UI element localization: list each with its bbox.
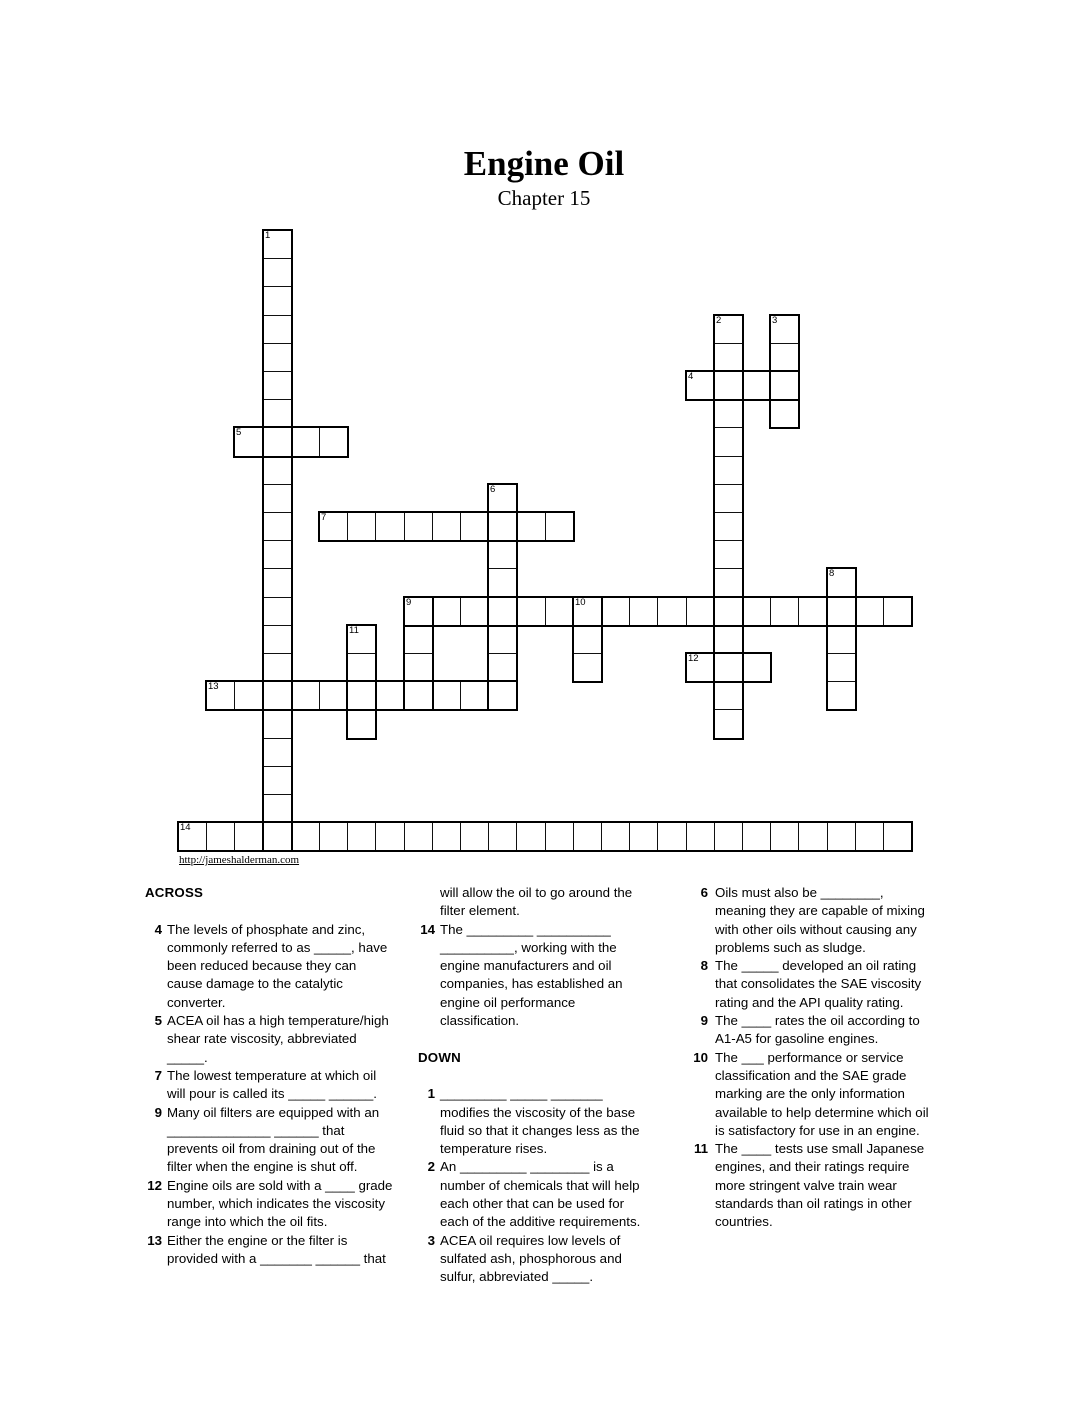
clue-number: 6 [700,885,708,900]
grid-cell[interactable] [347,625,376,654]
grid-cell[interactable] [714,625,743,654]
grid-cell[interactable] [545,597,574,626]
clue-text: Either the engine or the filter is provided with a _______ ______ that [167,1232,386,1266]
cell-number: 14 [180,822,191,833]
grid-cell[interactable] [714,597,743,626]
grid-cell[interactable] [375,822,405,851]
clue-number: 9 [700,1013,708,1029]
clue-item-5 [145,1012,393,1067]
clue-text: The _________ __________ __________, working with the engine manufacturers and oil companies, has established an engine oil performance classification. [440,921,623,1029]
grid-cell[interactable] [432,681,461,710]
clue-number: 2 [427,1159,435,1175]
grid-cell[interactable] [601,597,630,626]
clue-number: 11 [693,1141,708,1157]
clue-number: 14 [420,921,435,937]
clue-number: 4 [154,921,162,937]
grid-cell[interactable] [347,681,376,710]
clue-text: Engine oils are sold with a ____ grade number, which indicates the viscosity range into which the oil fits. [167,1177,393,1230]
grid-cell[interactable] [770,371,799,400]
clue-item-11 [690,1140,938,1231]
cell-number: 13 [208,681,219,692]
clue-text: ACEA oil requires low levels of sulfated ash, phosphorous and sulfur, abbreviated _____. [440,1232,622,1285]
grid-cell[interactable] [545,512,574,541]
grid-cell[interactable] [629,597,658,626]
grid-cell[interactable] [714,343,743,372]
clue-text: ACEA oil has a high temperature/high shear rate viscosity, abbreviated _____. [167,1013,389,1065]
grid-cell[interactable] [263,456,292,485]
clue-text: The _____ developed an oil rating that consolidates the SAE viscosity rating and the API quality rating. [715,958,922,1010]
grid-cell[interactable] [714,653,743,682]
grid-cell[interactable] [234,822,264,851]
grid-cell[interactable] [488,484,517,513]
grid-cell[interactable] [263,230,292,259]
grid-cell[interactable] [263,371,292,400]
grid-cell[interactable] [319,822,348,851]
grid-cell[interactable] [263,427,292,457]
clue-text: The ____ rates the oil according to A1-A5 for gasoline engines. [715,1013,920,1047]
grid-cell[interactable] [488,540,517,569]
grid-cell[interactable] [291,822,320,851]
grid-cell[interactable] [460,597,489,626]
clue-item-4 [145,921,393,1012]
cell-number: 7 [321,512,327,523]
grid-cell[interactable] [742,822,771,851]
clue-text: The ___ performance or service classification and the SAE grade marking are the only information available to help determine which oil is satisfactory for use in an engine. [715,1049,929,1138]
grid-cell[interactable] [375,512,405,541]
grid-cell[interactable] [657,597,687,626]
grid-cell[interactable] [263,625,292,654]
grid-cell[interactable] [234,681,264,710]
grid-cell[interactable] [263,568,292,598]
grid-cell[interactable] [263,681,292,710]
grid-cell[interactable] [827,597,856,626]
clue-item-10 [690,1049,938,1140]
grid-cell[interactable] [488,653,517,682]
grid-cell[interactable] [770,343,799,372]
grid-cell[interactable] [573,653,602,682]
grid-cell[interactable] [827,681,856,710]
grid-cell[interactable] [263,286,292,316]
grid-cell[interactable] [432,597,461,626]
grid-cell[interactable] [263,343,292,372]
grid-cell[interactable] [686,371,715,400]
grid-cell[interactable] [629,822,658,851]
clue-text: The lowest temperature at which oil will pour is called its _____ ______. [167,1067,377,1102]
grid-cell[interactable] [827,568,856,598]
grid-cell[interactable] [319,681,348,710]
clue-number: 3 [427,1232,435,1248]
clue-continuation-text: will allow the oil to go around the filter element. [440,885,633,919]
grid-cell[interactable] [404,681,433,710]
grid-cell[interactable] [827,653,856,682]
clue-number: 9 [154,1104,162,1120]
clues-column-left [145,884,393,1268]
source-url-link[interactable]: http://jameshalderman.com [179,854,300,866]
grid-cell[interactable] [714,568,743,598]
cell-number: 9 [406,597,412,608]
grid-cell[interactable] [798,597,828,626]
grid-cell[interactable] [714,512,743,541]
clue-number: 1 [427,1086,435,1102]
grid-cell[interactable] [263,794,292,823]
grid-cell[interactable] [686,597,715,626]
grid-cell[interactable] [714,315,743,344]
grid-cell[interactable] [206,822,235,851]
grid-cell[interactable] [827,625,856,654]
clue-item-9 [145,1104,393,1177]
clues-section-header: DOWN [418,1049,461,1065]
grid-cell[interactable] [263,399,292,428]
clue-item-8 [690,957,938,1012]
clues-section-header: ACROSS [145,885,204,900]
grid-cell[interactable] [770,315,799,344]
grid-cell[interactable] [319,512,348,541]
grid-cell[interactable] [742,597,771,626]
grid-cell[interactable] [263,597,292,626]
clue-text: _________ _____ _______ modifies the viscosity of the base fluid so that it changes less as the temperature rises. [440,1086,640,1157]
grid-cell[interactable] [714,822,743,851]
grid-cell[interactable] [234,427,264,457]
page-subtitle: Chapter 15 [497,186,591,210]
cell-number: 6 [490,484,496,495]
grid-cell[interactable] [573,822,602,851]
grid-cell[interactable] [460,822,489,851]
cell-number: 12 [688,653,699,664]
grid-cell[interactable] [404,822,433,851]
grid-cell[interactable] [460,512,489,541]
clue-number: 8 [700,958,708,974]
clue-number: 7 [154,1067,162,1083]
clue-item-9 [690,1012,938,1049]
grid-cell[interactable] [686,653,715,682]
grid-cell[interactable] [263,540,292,569]
cell-number: 8 [829,568,835,579]
grid-cell[interactable] [742,371,771,400]
cell-number: 4 [688,371,694,382]
grid-cell[interactable] [206,681,235,710]
grid-cell[interactable] [263,709,292,739]
clue-text: Many oil filters are equipped with an ______________ ______ that prevents oil from draining out of the filter when the engine is shut off. [167,1104,380,1175]
grid-cell[interactable] [404,625,433,654]
grid-cell[interactable] [855,822,884,851]
grid-cell[interactable] [770,597,799,626]
grid-cell[interactable] [686,822,715,851]
grid-cell[interactable] [263,653,292,682]
grid-cell[interactable] [742,653,771,682]
grid-cell[interactable] [657,822,687,851]
clue-text: The ____ tests use small Japanese engines, and their ratings require more stringent valve train wear standards than oil ratings in other countries. [715,1141,925,1230]
grid-cell[interactable] [263,738,292,767]
cell-number: 1 [265,230,271,241]
grid-cell[interactable] [714,427,743,457]
grid-cell[interactable] [714,540,743,569]
grid-cell[interactable] [178,822,207,851]
grid-cell[interactable] [516,512,546,541]
grid-cell[interactable] [404,597,433,626]
grid-cell[interactable] [714,399,743,428]
clue-item-7 [145,1067,393,1104]
grid-cell[interactable] [516,597,546,626]
grid-cell[interactable] [263,258,292,287]
grid-cell[interactable] [347,709,376,739]
grid-cell[interactable] [263,512,292,541]
grid-cell[interactable] [770,822,799,851]
grid-cell[interactable] [770,399,799,428]
grid-cell[interactable] [516,822,546,851]
clue-number: 13 [147,1232,162,1248]
grid-cell[interactable] [714,484,743,513]
grid-cell[interactable] [488,681,517,710]
grid-cell[interactable] [827,822,856,851]
clue-text: An _________ ________ is a number of chemicals that will help each other that can be used for each of the additive requirements. [440,1159,641,1230]
grid-cell[interactable] [263,484,292,513]
grid-cell[interactable] [714,371,743,400]
grid-cell[interactable] [714,681,743,710]
grid-cell[interactable] [347,653,376,682]
grid-cell[interactable] [573,597,602,626]
grid-cell[interactable] [263,822,292,851]
cell-number: 5 [236,427,242,438]
grid-cell[interactable] [347,822,376,851]
grid-cell[interactable] [601,822,630,851]
grid-cell[interactable] [488,597,517,626]
clue-item-3 [418,1232,646,1287]
clue-number: 12 [147,1177,162,1193]
grid-cell[interactable] [855,597,884,626]
clue-item-1 [418,1085,646,1158]
grid-cell[interactable] [714,456,743,485]
grid-cell[interactable] [291,427,320,457]
clue-item-12 [145,1177,393,1232]
grid-cell[interactable] [488,568,517,598]
grid-cell[interactable] [263,315,292,344]
grid-cell[interactable] [488,822,517,851]
clue-item-6 [690,884,938,957]
clues-column-right [690,884,938,1232]
grid-cell[interactable] [883,822,912,851]
grid-cell[interactable] [375,681,405,710]
page-title: Engine Oil [463,144,625,183]
grid-cell[interactable] [263,766,292,795]
grid-cell[interactable] [404,512,433,541]
cell-number: 3 [772,315,778,326]
grid-cell[interactable] [460,681,489,710]
grid-cell[interactable] [404,653,433,682]
grid-cell[interactable] [291,681,320,710]
grid-cell[interactable] [573,625,602,654]
clue-number: 5 [154,1013,162,1029]
grid-cell[interactable] [488,512,517,541]
grid-cell[interactable] [347,512,376,541]
grid-cell[interactable] [883,597,912,626]
cell-number: 10 [575,597,586,608]
cell-number: 2 [716,315,722,326]
grid-cell[interactable] [432,512,461,541]
grid-cell[interactable] [319,427,348,457]
grid-cell[interactable] [714,709,743,739]
grid-cell[interactable] [545,822,574,851]
clues-column-middle [418,884,646,1287]
clue-text: The levels of phosphate and zinc, commonly referred to as _____, have been reduced because they can cause damage to the catalytic converter. [167,921,388,1010]
grid-cell[interactable] [798,822,828,851]
clue-item-14 [418,921,646,1031]
grid-cell[interactable] [432,822,461,851]
cell-number: 11 [349,625,359,636]
clue-text: Oils must also be ________, meaning they are capable of mixing with other oils without causing any problems such as sludge. [715,885,925,955]
clue-item-13 [145,1232,393,1269]
clue-number: 10 [693,1049,708,1065]
clue-item-2 [418,1158,646,1231]
grid-cell[interactable] [488,625,517,654]
